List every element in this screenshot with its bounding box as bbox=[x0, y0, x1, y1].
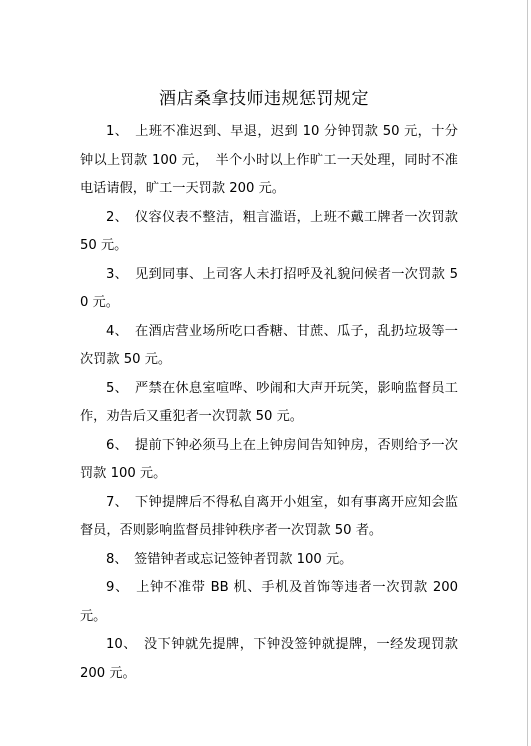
rule-item: 6、 提前下钟必须马上在上钟房间告知钟房，否则给予一次罚款 100 元。 bbox=[80, 437, 458, 481]
rule-item: 4、 在酒店营业场所吃口香糖、甘蔗、瓜子，乱扔垃圾等一次罚款 50 元。 bbox=[80, 323, 458, 367]
rule-item: 9、 上钟不准带 BB 机、手机及首饰等违者一次罚款 200 元。 bbox=[80, 580, 458, 624]
document-title: 酒店桑拿技师违规惩罚规定 bbox=[159, 89, 369, 109]
rule-item: 1、 上班不准迟到、早退，迟到 10 分钟罚款 50 元，十分钟以上罚款 100 元， 半个小时以上作旷工一天处理，同时不准电话请假，旷工一天罚款 200 元。 bbox=[80, 124, 458, 196]
rule-item: 7、 下钟提牌后不得私自离开小姐室，如有事离开应知会监督员，否则影响监督员排钟秩序者一次罚款 50 者。 bbox=[80, 494, 458, 538]
rules-list bbox=[80, 118, 458, 688]
rule-item: 10、 没下钟就先提牌，下钟没签钟就提牌，一经发现罚款 200 元。 bbox=[80, 637, 458, 681]
rule-item: 3、 见到同事、上司客人未打招呼及礼貌问候者一次罚款 50 元。 bbox=[80, 266, 458, 310]
rule-item: 2、 仪容仪表不整洁，粗言滥语，上班不戴工牌者一次罚款 50 元。 bbox=[80, 209, 458, 253]
rule-item: 8、 签错钟者或忘记签钟者罚款 100 元。 bbox=[106, 551, 353, 567]
rule-item: 5、 严禁在休息室喧哗、吵闹和大声开玩笑，影响监督员工作，劝告后又重犯者一次罚款 50 元。 bbox=[80, 380, 458, 424]
